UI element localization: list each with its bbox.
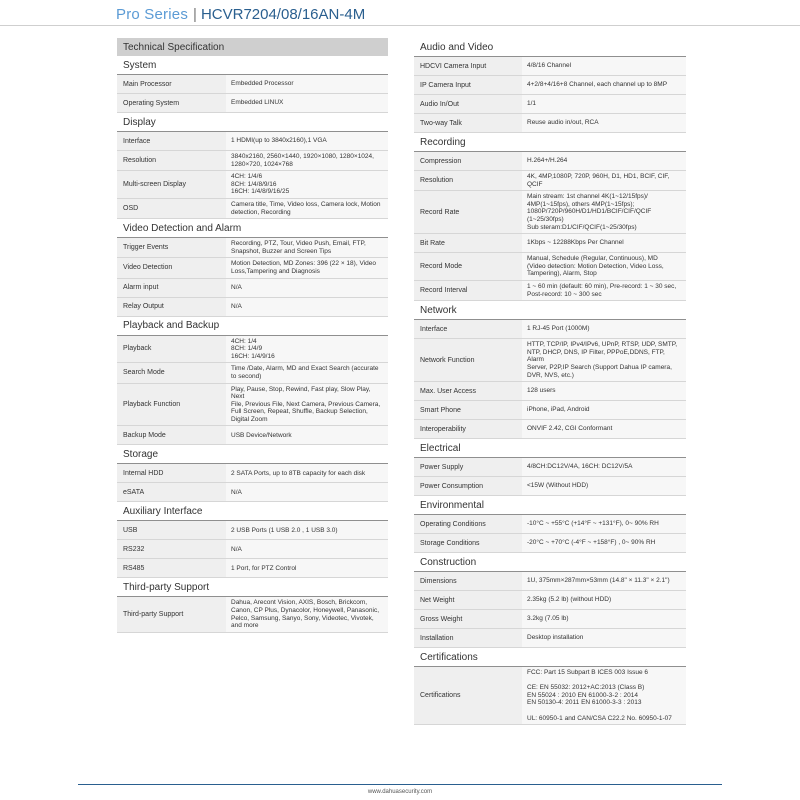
spec-value: 4K, 4MP,1080P, 720P, 960H, D1, HD1, BCIF, CIF, QCIF [522, 171, 686, 190]
right-spec-column [414, 38, 686, 725]
section-rows-third-party-support [117, 597, 388, 632]
spec-row [117, 559, 388, 578]
spec-value: Camera title, Time, Video loss, Camera lock, Motion detection, Recording [226, 199, 388, 218]
spec-label: Network Function [414, 339, 522, 381]
spec-value: 2 USB Ports (1 USB 2.0 , 1 USB 3.0) [226, 521, 388, 539]
section-title-third-party-support: Third-party Support [117, 578, 388, 597]
spec-label: Storage Conditions [414, 534, 522, 552]
spec-value: 1 Port, for PTZ Control [226, 559, 388, 577]
spec-value: 1/1 [522, 95, 686, 113]
section-title-playback-and-backup: Playback and Backup [117, 317, 388, 336]
spec-value: Desktop installation [522, 629, 686, 647]
technical-specification-banner: Technical Specification [117, 38, 388, 56]
spec-row [117, 238, 388, 258]
spec-value: FCC: Part 15 Subpart B ICES 003 Issue 6 CE: EN 55032: 2012+AC:2013 (Class B) EN 55024 : 2010 EN 61000-3-2 : 2014 EN 50130-4: 2011 EN 61000-3-3 : 2013 UL: 60950-1 and CAN/CSA C22.2 No. 60950-1-07 [522, 667, 686, 724]
spec-row [414, 629, 686, 648]
footer-url: www.dahuasecurity.com [367, 789, 433, 795]
spec-label: Smart Phone [414, 401, 522, 419]
spec-label: Main Processor [117, 75, 226, 93]
section-title-network: Network [414, 301, 686, 320]
spec-row [117, 298, 388, 317]
spec-label: Video Detection [117, 258, 226, 277]
spec-label: Bit Rate [414, 234, 522, 252]
spec-label: IP Camera Input [414, 76, 522, 94]
spec-row [414, 534, 686, 553]
spec-row [117, 199, 388, 219]
spec-label: Third-party Support [117, 597, 226, 631]
spec-value: Reuse audio in/out, RCA [522, 114, 686, 132]
spec-row [414, 95, 686, 114]
spec-label: Multi-screen Display [117, 171, 226, 198]
spec-value: 4/8CH:DC12V/4A, 16CH: DC12V/5A [522, 458, 686, 476]
section-title-auxiliary-interface: Auxiliary Interface [117, 502, 388, 521]
section-title-recording: Recording [414, 133, 686, 152]
spec-value: 1U, 375mm×287mm×53mm (14.8" × 11.3" × 2.1") [522, 572, 686, 590]
section-rows-system [117, 75, 388, 113]
spec-row [117, 597, 388, 632]
spec-label: Certifications [414, 667, 522, 724]
spec-label: Search Mode [117, 363, 226, 382]
spec-row [117, 94, 388, 113]
spec-label: Dimensions [414, 572, 522, 590]
spec-value: Embedded Processor [226, 75, 388, 93]
section-title-system: System [117, 56, 388, 75]
spec-value: 2.35kg (5.2 lb) (without HDD) [522, 591, 686, 609]
spec-row [414, 572, 686, 591]
spec-row [117, 336, 388, 364]
section-rows-certifications [414, 667, 686, 725]
spec-row [414, 382, 686, 401]
spec-value: <15W (Without HDD) [522, 477, 686, 495]
spec-label: Operating System [117, 94, 226, 112]
series-name: Pro Series [116, 6, 189, 23]
section-title-certifications: Certifications [414, 648, 686, 667]
spec-value: 3.2kg (7.05 lb) [522, 610, 686, 628]
section-title-audio-and-video: Audio and Video [414, 38, 686, 57]
section-rows-network [414, 320, 686, 439]
section-title-video-detection-and-alarm: Video Detection and Alarm [117, 219, 388, 238]
spec-label: HDCVI Camera Input [414, 57, 522, 75]
spec-row [414, 281, 686, 301]
spec-value: N/A [226, 279, 388, 297]
spec-row [414, 477, 686, 496]
spec-value: ONVIF 2.42, CGI Conformant [522, 420, 686, 438]
section-title-display: Display [117, 113, 388, 132]
spec-label: OSD [117, 199, 226, 218]
spec-value: Motion Detection, MD Zones: 396 (22 × 18), Video Loss,Tampering and Diagnosis [226, 258, 388, 277]
section-rows-construction [414, 572, 686, 648]
spec-row [117, 132, 388, 151]
spec-label: Trigger Events [117, 238, 226, 257]
section-rows-auxiliary-interface [117, 521, 388, 578]
section-rows-electrical [414, 458, 686, 496]
spec-row [414, 171, 686, 191]
spec-value: -10°C ~ +55°C (+14°F ~ +131°F), 0~ 90% RH [522, 515, 686, 533]
spec-label: Internal HDD [117, 464, 226, 482]
spec-label: Interface [117, 132, 226, 150]
section-rows-environmental [414, 515, 686, 553]
spec-value: 3840x2160, 2560×1440, 1920×1080, 1280×1024, 1280×720, 1024×768 [226, 151, 388, 170]
spec-value: Dahua, Arecont Vision, AXIS, Bosch, Brickcom, Canon, CP Plus, Dynacolor, Honeywell, Panasonic, Pelco, Samsung, Sanyo, Sony, Videotec, Vivotek, and more [226, 597, 388, 631]
spec-label: RS485 [117, 559, 226, 577]
spec-value: N/A [226, 483, 388, 501]
spec-value: Main stream: 1st channel 4K(1~12/15fps)/ 4MP(1~15fps), others 4MP(1~15fps); 1080P/720P/960H/D1/HD1/BCIF/CIF/QCIF (1~25/30fps) Sub steram:D1/CIF/QCIF(1~25/30fps) [522, 191, 686, 233]
spec-row [414, 152, 686, 171]
spec-row [117, 426, 388, 445]
spec-label: Backup Mode [117, 426, 226, 444]
section-title-storage: Storage [117, 445, 388, 464]
section-rows-recording [414, 152, 686, 301]
spec-value: Embedded LINUX [226, 94, 388, 112]
spec-row [414, 515, 686, 534]
spec-value: 4CH: 1/4/6 8CH: 1/4/8/9/16 16CH: 1/4/8/9/16/25 [226, 171, 388, 198]
spec-row [414, 253, 686, 281]
header-separator: | [193, 6, 197, 23]
spec-label: Playback Function [117, 384, 226, 426]
spec-row [117, 75, 388, 94]
section-rows-display [117, 132, 388, 219]
spec-label: Audio In/Out [414, 95, 522, 113]
spec-label: Interface [414, 320, 522, 338]
spec-row [117, 279, 388, 298]
spec-label: Playback [117, 336, 226, 363]
section-title-environmental: Environmental [414, 496, 686, 515]
section-rows-storage [117, 464, 388, 502]
spec-label: Alarm input [117, 279, 226, 297]
spec-row [117, 540, 388, 559]
spec-label: USB [117, 521, 226, 539]
spec-row [117, 521, 388, 540]
spec-row [414, 339, 686, 382]
spec-value: Play, Pause, Stop, Rewind, Fast play, Slow Play, Next File, Previous File, Next Camera, Previous Camera, Full Screen, Repeat, Shuffle, Backup Selection, Digital Zoom [226, 384, 388, 426]
spec-value: 1 HDMI(up to 3840x2160),1 VGA [226, 132, 388, 150]
spec-row [414, 320, 686, 339]
spec-row [117, 363, 388, 383]
spec-value: 2 SATA Ports, up to 8TB capacity for each disk [226, 464, 388, 482]
section-rows-audio-and-video [414, 57, 686, 133]
spec-row [117, 171, 388, 199]
spec-label: eSATA [117, 483, 226, 501]
section-rows-video-detection-and-alarm [117, 238, 388, 316]
spec-row [117, 258, 388, 278]
spec-label: Compression [414, 152, 522, 170]
spec-label: Power Supply [414, 458, 522, 476]
spec-value: Manual, Schedule (Regular, Continuous), MD (Video detection: Motion Detection, Video Loss, Tampering), Alarm, Stop [522, 253, 686, 280]
spec-value: iPhone, iPad, Android [522, 401, 686, 419]
spec-label: RS232 [117, 540, 226, 558]
spec-value: 1 ~ 60 min (default: 60 min), Pre-record: 1 ~ 30 sec, Post-record: 10 ~ 300 sec [522, 281, 686, 300]
footer-divider [78, 784, 722, 785]
spec-value: Recording, PTZ, Tour, Video Push, Email, FTP, Snapshot, Buzzer and Screen Tips [226, 238, 388, 257]
spec-row [414, 591, 686, 610]
spec-label: Relay Output [117, 298, 226, 316]
spec-value: H.264+/H.264 [522, 152, 686, 170]
page-header [116, 6, 365, 26]
section-title-construction: Construction [414, 553, 686, 572]
spec-row [117, 384, 388, 427]
spec-label: Resolution [414, 171, 522, 190]
spec-label: Net Weight [414, 591, 522, 609]
spec-row [117, 464, 388, 483]
spec-row [414, 458, 686, 477]
spec-value: USB Device/Network [226, 426, 388, 444]
spec-label: Installation [414, 629, 522, 647]
spec-label: Operating Conditions [414, 515, 522, 533]
spec-row [117, 151, 388, 171]
model-number: HCVR7204/08/16AN-4M [200, 6, 366, 23]
spec-label: Record Rate [414, 191, 522, 233]
spec-value: 4CH: 1/4 8CH: 1/4/9 16CH: 1/4/9/16 [226, 336, 388, 363]
spec-value: 4+2/8+4/16+8 Channel, each channel up to 8MP [522, 76, 686, 94]
spec-value: N/A [226, 298, 388, 316]
spec-value: HTTP, TCP/IP, IPv4/IPv6, UPnP, RTSP, UDP, SMTP, NTP, DHCP, DNS, IP Filter, PPPoE,DDNS, FTP, Alarm Server, P2P,IP Search (Support Dahua IP camera, DVR, NVS, etc.) [522, 339, 686, 381]
spec-row [414, 191, 686, 234]
spec-value: 4/8/16 Channel [522, 57, 686, 75]
spec-row [414, 234, 686, 253]
spec-label: Power Consumption [414, 477, 522, 495]
left-spec-column [117, 38, 388, 633]
section-title-electrical: Electrical [414, 439, 686, 458]
spec-label: Record Mode [414, 253, 522, 280]
header-divider [0, 25, 800, 26]
spec-row [414, 76, 686, 95]
spec-row [414, 114, 686, 133]
spec-value: -20°C ~ +70°C (-4°F ~ +158°F) , 0~ 90% RH [522, 534, 686, 552]
spec-label: Max. User Access [414, 382, 522, 400]
section-rows-playback-and-backup [117, 336, 388, 446]
spec-row [414, 667, 686, 725]
spec-row [117, 483, 388, 502]
spec-label: Two-way Talk [414, 114, 522, 132]
spec-value: 1 RJ-45 Port (1000M) [522, 320, 686, 338]
spec-row [414, 401, 686, 420]
spec-label: Gross Weight [414, 610, 522, 628]
spec-value: 1Kbps ~ 12288Kbps Per Channel [522, 234, 686, 252]
spec-value: 128 users [522, 382, 686, 400]
spec-row [414, 610, 686, 629]
spec-value: N/A [226, 540, 388, 558]
spec-row [414, 420, 686, 439]
spec-row [414, 57, 686, 76]
spec-label: Interoperability [414, 420, 522, 438]
spec-label: Resolution [117, 151, 226, 170]
spec-value: Time /Date, Alarm, MD and Exact Search (accurate to second) [226, 363, 388, 382]
spec-label: Record Interval [414, 281, 522, 300]
